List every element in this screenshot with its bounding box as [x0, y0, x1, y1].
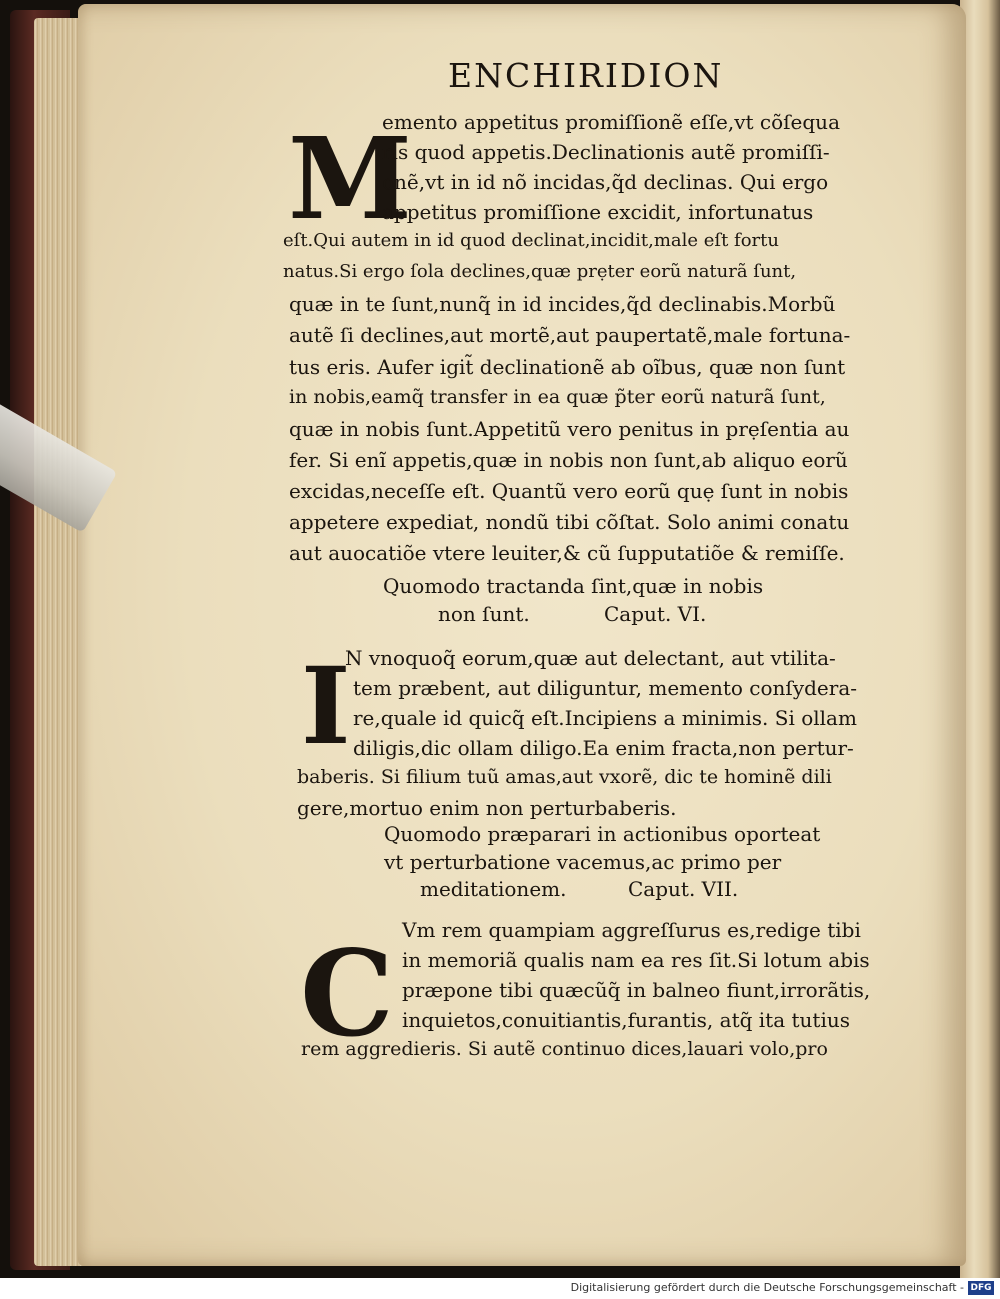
- text-line: Vm rem quampiam aggreſſurus es,redige tibi: [402, 918, 861, 942]
- text-line: in memoriã qualis nam ea res ſit.Si lotum abis: [402, 948, 870, 972]
- page-stack-right: [960, 0, 1000, 1278]
- running-title: ENCHIRIDION: [448, 56, 724, 95]
- text-line: præpone tibi quæcũq̃ in balneo fiunt,irrorãtis,: [402, 978, 871, 1002]
- text-line: fer. Si enĩ appetis,quæ in nobis non ſunt,ab aliquo eorũ: [289, 448, 848, 472]
- dfg-logo: DFG: [968, 1281, 994, 1295]
- text-line: tus eris. Aufer igit̃ declinationẽ ab oĩbus, quæ non ſunt: [289, 355, 846, 379]
- chapter-number: Caput. VII.: [628, 877, 739, 901]
- chapter-heading-line: non ſunt.: [438, 602, 530, 626]
- text-line: N vnoquoq̃ eorum,quæ aut delectant, aut vtilita-: [345, 646, 836, 670]
- text-line: excidas,neceſſe eſt. Quantũ vero eorũ quẹ ſunt in nobis: [289, 479, 849, 503]
- text-line: onẽ,vt in id nõ incidas,q̃d declinas. Qui ergo: [382, 170, 829, 194]
- text-line: gere,mortuo enim non perturbaberis.: [297, 796, 677, 820]
- text-line: appetere expediat, nondũ tibi cõſtat. Solo animi conatu: [289, 510, 850, 534]
- text-line: in nobis,eamq̃ transfer in ea quæ p̃ter eorũ naturã ſunt,: [289, 386, 826, 408]
- text-line: aut auocatiõe vtere leuiter,& cũ ſupputatiõe & remiſſe.: [289, 541, 845, 565]
- funding-credit: Digitalisierung gefördert durch die Deutsche Forschungsgemeinschaft -: [570, 1281, 964, 1294]
- text-line: eſt.Qui autem in id quod declinat,incidit,male eſt fortu: [283, 230, 779, 251]
- text-line: baberis. Si filium tuũ amas,aut vxorẽ, dic te hominẽ dili: [297, 766, 832, 788]
- chapter-heading-line: Quomodo tractanda ſint,quæ in nobis: [383, 574, 764, 598]
- text-line: emento appetitus promiſſionẽ eſſe,vt cõſequa: [382, 110, 840, 134]
- footer-bar: [0, 1278, 1000, 1299]
- text-line: rem aggredieris. Si autẽ continuo dices,lauari volo,pro: [301, 1038, 828, 1060]
- chapter-heading-line: Quomodo præparari in actionibus oporteat: [384, 822, 821, 846]
- text-line: diligis,dic ollam diligo.Ea enim fracta,non pertur-: [353, 736, 854, 760]
- text-line: appetitus promiſſione excidit, infortunatus: [382, 200, 814, 224]
- text-line: ris quod appetis.Declinationis autẽ promiſſi-: [382, 140, 830, 164]
- dropcap-m: M: [288, 114, 412, 245]
- chapter-number: Caput. VI.: [604, 602, 707, 626]
- text-line: quæ in te ſunt,nunq̃ in id incides,q̃d declinabis.Morbũ: [289, 292, 836, 316]
- text-line: inquietos,conuitiantis,furantis, atq̃ ita tutius: [402, 1008, 850, 1032]
- chapter-heading-line: vt perturbatione vacemus,ac primo per: [384, 850, 782, 874]
- text-line: tem præbent, aut diliguntur, memento conſydera-: [353, 676, 858, 700]
- text-line: autẽ ſi declines,aut mortẽ,aut paupertatẽ,male fortuna-: [289, 323, 851, 347]
- dropcap-c: C: [300, 924, 394, 1063]
- text-line: natus.Si ergo ſola declines,quæ prẹter eorũ naturã ſunt,: [283, 261, 797, 282]
- dropcap-i: I: [301, 643, 351, 768]
- chapter-heading-line: meditationem.: [420, 877, 567, 901]
- text-line: quæ in nobis ſunt.Appetitũ vero penitus in prẹſentia au: [289, 417, 850, 441]
- text-line: re,quale id quicq̃ eſt.Incipiens a minimis. Si ollam: [353, 706, 857, 730]
